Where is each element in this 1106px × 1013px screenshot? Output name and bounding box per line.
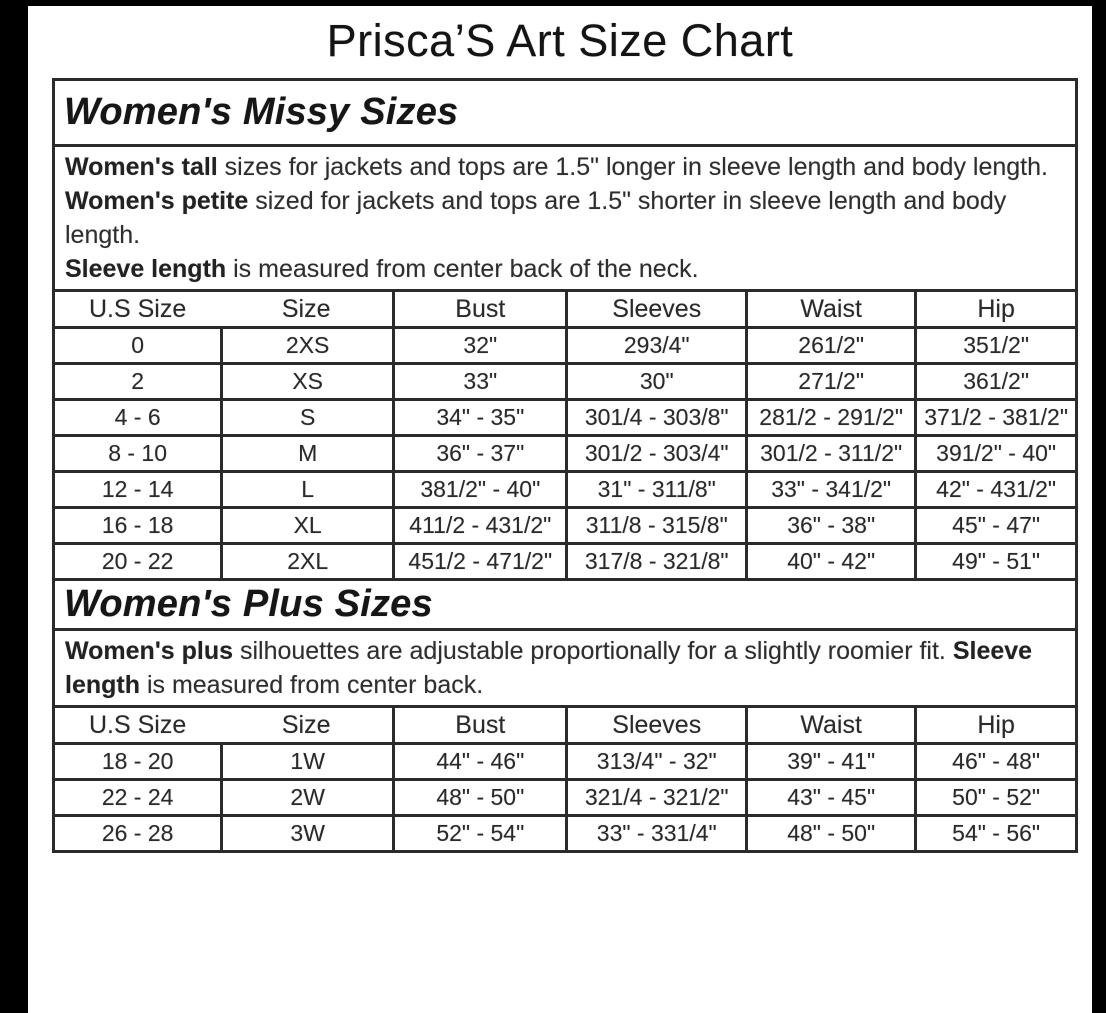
- table-cell: L: [220, 473, 392, 506]
- table-row: [55, 362, 1075, 398]
- table-cell: 301/2 - 311/2": [745, 437, 914, 470]
- table-row: [55, 506, 1075, 542]
- table-cell: 45" - 47": [914, 509, 1075, 542]
- table-cell: 52" - 54": [392, 817, 565, 850]
- column-header-cell: Waist: [745, 292, 914, 326]
- table-row: [55, 778, 1075, 814]
- table-cell: 33" - 331/4": [565, 817, 745, 850]
- section-title-row: [55, 81, 1075, 144]
- table-cell: 313/4" - 32": [565, 745, 745, 778]
- section-title: Women's Plus Sizes: [64, 583, 433, 625]
- column-header-cell: Bust: [392, 292, 565, 326]
- table-cell: 16 - 18: [101, 512, 174, 538]
- table-cell: M: [220, 437, 392, 470]
- table-row: [55, 470, 1075, 506]
- table-cell: 321/4 - 321/2": [565, 781, 745, 814]
- table-cell: S: [220, 401, 392, 434]
- column-header-cell: Hip: [914, 292, 1075, 326]
- note-line: Sleeve length is measured from center back of the neck.: [65, 255, 699, 283]
- table-cell: 411/2 - 431/2": [392, 509, 565, 542]
- table-cell: 301/2 - 303/4": [565, 437, 745, 470]
- table-cell: 20 - 22: [101, 548, 174, 574]
- table-cell: 40" - 42": [745, 545, 914, 578]
- table-cell: 281/2 - 291/2": [745, 401, 914, 434]
- table-cell: 44" - 46": [392, 745, 565, 778]
- table-cell: 317/8 - 321/8": [565, 545, 745, 578]
- table-cell: 8 - 10: [108, 440, 168, 466]
- column-header-cell: U.S Size: [88, 710, 187, 739]
- table-cell: 261/2": [745, 329, 914, 362]
- scan-edge-right: [1092, 0, 1106, 1013]
- scan-edge-left: [0, 0, 28, 1013]
- table-cell: 361/2": [914, 365, 1075, 398]
- size-chart-table: [52, 78, 1078, 853]
- column-header-cell: Bust: [392, 708, 565, 742]
- table-cell: 371/2 - 381/2": [914, 401, 1075, 434]
- table-cell: 33" - 341/2": [745, 473, 914, 506]
- table-cell: 2XS: [220, 329, 392, 362]
- table-header-row: [55, 705, 1075, 742]
- note-line: Women's tall sizes for jackets and tops are 1.5" longer in sleeve length and body length.: [65, 153, 1048, 181]
- table-cell: XL: [220, 509, 392, 542]
- table-row: [55, 326, 1075, 362]
- table-cell: 36" - 38": [745, 509, 914, 542]
- table-cell: 1W: [220, 745, 392, 778]
- table-cell: 18 - 20: [101, 748, 174, 774]
- table-cell: 48" - 50": [392, 781, 565, 814]
- table-cell: 34" - 35": [392, 401, 565, 434]
- table-cell: 381/2" - 40": [392, 473, 565, 506]
- table-cell: 49" - 51": [914, 545, 1075, 578]
- table-cell: 351/2": [914, 329, 1075, 362]
- section-title-row: [55, 578, 1075, 628]
- missy-section: [55, 81, 1075, 578]
- table-row: [55, 398, 1075, 434]
- column-header-cell: Hip: [914, 708, 1075, 742]
- table-cell: 301/4 - 303/8": [565, 401, 745, 434]
- table-cell: 33": [392, 365, 565, 398]
- table-cell: 26 - 28: [101, 820, 174, 846]
- table-cell: 4 - 6: [114, 404, 161, 430]
- table-row: [55, 742, 1075, 778]
- table-cell: 3W: [220, 817, 392, 850]
- table-cell: XS: [220, 365, 392, 398]
- table-cell: 32": [392, 329, 565, 362]
- table-cell: 2: [131, 368, 145, 394]
- table-cell: 36" - 37": [392, 437, 565, 470]
- table-cell: 293/4": [565, 329, 745, 362]
- table-cell: 39" - 41": [745, 745, 914, 778]
- table-cell: 48" - 50": [745, 817, 914, 850]
- table-header-row: [55, 289, 1075, 326]
- table-cell: 12 - 14: [101, 476, 174, 502]
- table-row: [55, 814, 1075, 850]
- column-header-cell: Size: [281, 294, 331, 323]
- column-header-cell: Size: [281, 710, 331, 739]
- table-row: [55, 434, 1075, 470]
- section-notes: [55, 628, 1075, 705]
- table-cell: 46" - 48": [914, 745, 1075, 778]
- note-line: Women's plus silhouettes are adjustable proportionally for a slightly roomier fit. Sleeve length is measured from center back.: [65, 637, 1033, 699]
- table-cell: 0: [131, 332, 145, 358]
- table-cell: 31" - 311/8": [565, 473, 745, 506]
- table-cell: 2W: [220, 781, 392, 814]
- table-cell: 42" - 431/2": [914, 473, 1075, 506]
- table-body: [55, 742, 1075, 850]
- plus-section: [55, 578, 1075, 850]
- page-title: Prisca’S Art Size Chart: [326, 15, 794, 66]
- table-cell: 2XL: [220, 545, 392, 578]
- section-title: Women's Missy Sizes: [64, 91, 459, 133]
- note-line: Women's petite sized for jackets and tops are 1.5" shorter in sleeve length and body length.: [65, 187, 1007, 249]
- table-cell: 271/2": [745, 365, 914, 398]
- table-cell: 391/2" - 40": [914, 437, 1075, 470]
- column-header-cell: Sleeves: [565, 292, 745, 326]
- table-cell: 43" - 45": [745, 781, 914, 814]
- section-notes: [55, 144, 1075, 289]
- column-header-cell: Sleeves: [565, 708, 745, 742]
- table-cell: 54" - 56": [914, 817, 1075, 850]
- table-cell: 50" - 52": [914, 781, 1075, 814]
- table-cell: 22 - 24: [101, 784, 174, 810]
- column-header-cell: Waist: [745, 708, 914, 742]
- table-body: [55, 326, 1075, 578]
- column-header-cell: U.S Size: [88, 294, 187, 323]
- table-cell: 30": [565, 365, 745, 398]
- table-cell: 311/8 - 315/8": [565, 509, 745, 542]
- table-row: [55, 542, 1075, 578]
- table-cell: 451/2 - 471/2": [392, 545, 565, 578]
